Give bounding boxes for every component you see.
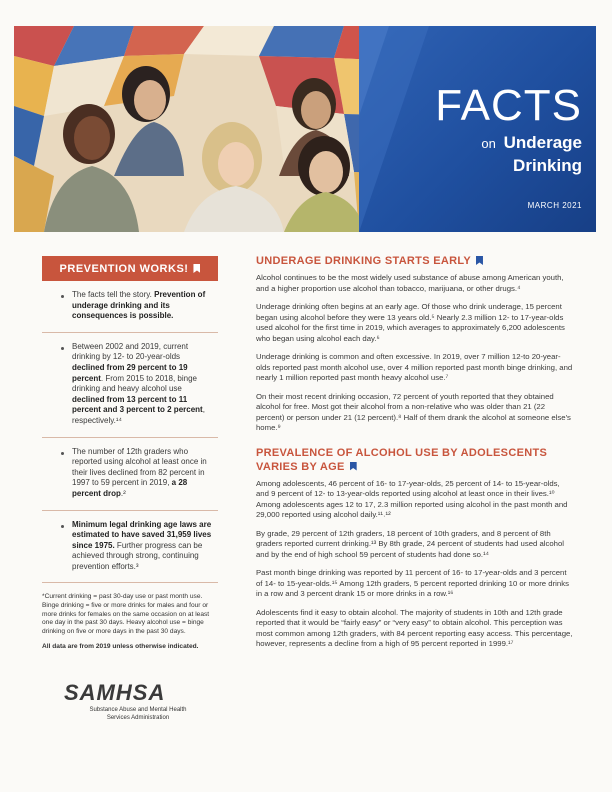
- sidebar-item: [42, 281, 218, 333]
- subtitle-line2: Drinking: [513, 156, 582, 175]
- section-title-text: PREVALENCE OF ALCOHOL USE BY ADOLESCENTS: [256, 446, 548, 459]
- main-content: [256, 254, 574, 658]
- section-title: [256, 254, 574, 268]
- subtitle-line1: Underage: [503, 133, 582, 152]
- sidebar-item-text: . From 2015 to 2018, binge drinking and heavy alcohol use: [72, 373, 197, 394]
- sidebar-item-bold: Minimum legal drinking age laws are estimated to have saved 31,959 lives since 1975.: [72, 519, 212, 550]
- title-band: [359, 26, 596, 232]
- paragraph: Past month binge drinking was reported by 11 percent of 16- to 17-year-olds and 3 percent of 14- to 15-year-olds.¹⁵ Among 12th graders, 5 percent reported drinking 10 or more drinks in a row and 3 percent drank 15 or more drinks in a row.¹⁶: [256, 568, 569, 598]
- sidebar-item-text: Further progress can be achieved through strong, continuing prevention efforts.³: [72, 540, 203, 571]
- facts-title: FACTS: [435, 81, 582, 130]
- sidebar-item-bold: declined from 13 percent to 11 percent and 3 percent to 2 percent: [72, 394, 203, 415]
- bookmark-icon: [193, 264, 200, 273]
- paragraph: On their most recent drinking occasion, 72 percent of youth reported that they obtained alcohol for free. Most got their alcohol from a non-relative who was older than 21 (22 percent) or person under 21 (12 percent).⁸ Half of them drank the alcohol at someone else's home.⁹: [256, 391, 571, 432]
- sidebar-item-text: The facts tell the story.: [72, 290, 155, 299]
- data-year-note: All data are from 2019 unless otherwise indicated.: [42, 643, 199, 651]
- sidebar-heading: [42, 256, 218, 281]
- paragraph: Underage drinking often begins at an early age. Of those who drink underage, 15 percent began using alcohol before they were 13 years old.⁵ Nearly 2.3 million 12- to 17-year-olds used alcohol for the first time in 2019, which averages to approximately 6,200 adolescents who began using alcohol each day.⁶: [256, 302, 565, 343]
- sidebar-notes: [42, 593, 218, 652]
- subtitle: [435, 132, 582, 177]
- sidebar-item-text: .²: [120, 488, 126, 498]
- prevention-sidebar: [42, 256, 218, 659]
- paragraph: Underage drinking is common and often excessive. In 2019, over 7 million 12-to 20-year-olds reported past month alcohol use, over 4 million reported past month binge drinking, and nearly 1 million reported past month heavy alcohol use.⁷: [256, 352, 573, 382]
- paragraph: By grade, 29 percent of 12th graders, 18 percent of 10th graders, and 8 percent of 8th graders reported current drinking.¹³ By 8th grade, 24 percent of students had used alcohol and by the end of high school 59 percent of students had done so.¹⁴: [256, 528, 565, 559]
- sidebar-item: [42, 511, 218, 584]
- paragraph: Alcohol continues to be the most widely used substance of abuse among American youth, and a higher proportion use alcohol than tobacco, marijuana, or other drugs.⁴: [256, 273, 564, 293]
- sidebar-item-text: , respectively.¹⁴: [72, 405, 205, 425]
- paragraph: Among adolescents, 46 percent of 16- to 17-year-olds, 25 percent of 14- to 15-year-olds, and 9 percent of 12- to 13-year-olds reported using alcohol at least once in their lives.¹⁰ Among adolescents ages 12 to 17, 2.3 million reported using alcohol in the past month and 29,000 reported using alcohol daily.¹¹˒¹²: [256, 478, 568, 519]
- logo-line2: Services Administration: [106, 714, 170, 721]
- sidebar-item: [42, 438, 218, 511]
- logo-line1: Substance Abuse and Mental Health: [89, 707, 187, 713]
- subtitle-on: on: [481, 136, 496, 151]
- section-title-text: VARIES BY AGE: [256, 460, 345, 473]
- bookmark-icon: [350, 462, 357, 471]
- sidebar-item: [42, 333, 218, 438]
- section-title-text: UNDERAGE DRINKING STARTS EARLY: [256, 255, 471, 267]
- title-block: [435, 81, 582, 177]
- sidebar-item-bold: Prevention of underage drinking and its consequences is possible.: [72, 290, 206, 321]
- header-banner: [14, 26, 596, 232]
- publication-date: MARCH 2021: [527, 201, 582, 210]
- definition-note: *Current drinking = past 30-day use or past month use. Binge drinking = five or more drinks for males and four or more drinks for females on the same occasion on at least one day in the past 30 days. Heavy alcohol use = binge drinking on five or more days in the past 30 days.: [42, 593, 210, 635]
- sidebar-item-bold: declined from 29 percent to 19 percent: [72, 362, 188, 383]
- paragraph: Adolescents find it easy to obtain alcohol. The majority of students in 10th and 12th grade reported that it would be “fairly easy” or “very easy” to obtain alcohol. This perception was most common among 12th graders, with 84 percent reporting easy access. This percentage, however, represents a decline from a high of 95 percent reported in 1999.¹⁷: [256, 607, 573, 648]
- sidebar-item-text: The number of 12th graders who reported using alcohol at least once in their lives declined from 82 percent in 1997 to 59 percent in 2019,: [72, 446, 207, 488]
- logo-wordmark: SAMHSA: [64, 680, 166, 705]
- samhsa-logo: [64, 680, 212, 722]
- sidebar-item-bold: a 28 percent drop: [72, 478, 188, 498]
- bookmark-icon: [476, 256, 483, 265]
- sidebar-item-text: Between 2002 and 2019, current drinking by 12- to 20-year-olds: [72, 341, 189, 362]
- sidebar-heading-text: PREVENTION WORKS!: [59, 263, 189, 275]
- section-title: [256, 446, 574, 474]
